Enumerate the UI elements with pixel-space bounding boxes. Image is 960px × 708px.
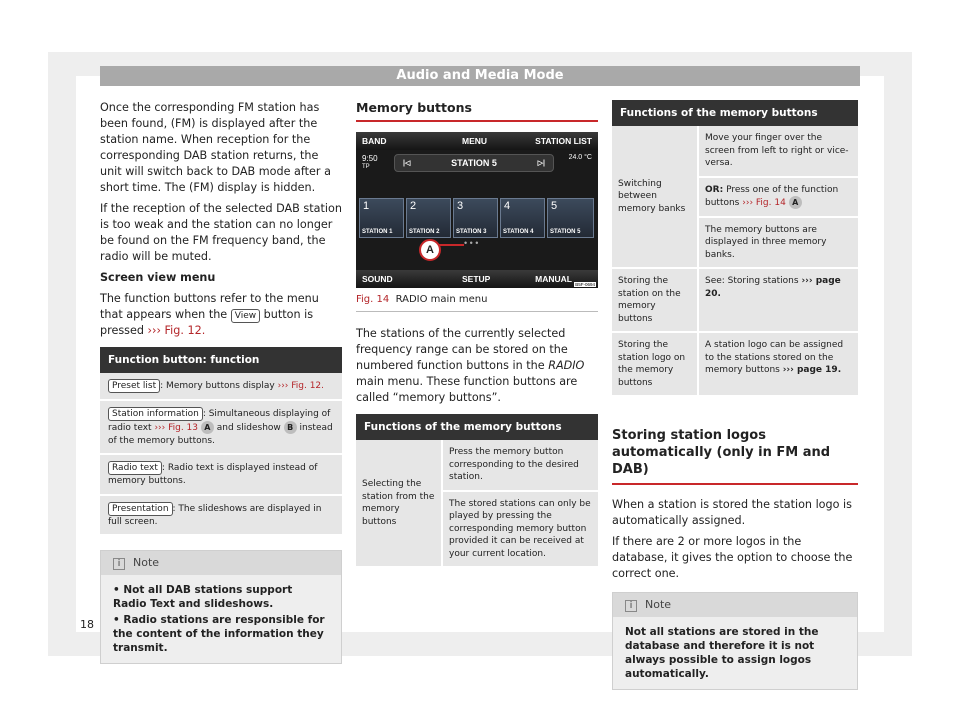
preset-button[interactable]: 2 STATION 2: [406, 198, 451, 238]
table-cell: The memory buttons are displayed in three memory banks.: [698, 217, 858, 269]
station-list-button[interactable]: STATION LIST: [535, 136, 592, 146]
table-header: Function button: function: [100, 347, 342, 373]
setup-button[interactable]: SETUP: [462, 274, 491, 284]
preset-button[interactable]: 1 STATION 1: [359, 198, 404, 238]
paragraph-logo-choice: If there are 2 or more logos in the database, it gives the option to choose the correct one.: [612, 535, 853, 580]
note-box: [100, 550, 342, 664]
table-header: Functions of the memory buttons: [356, 414, 598, 440]
screen-bottom-bar: [356, 270, 598, 288]
table-cell: The stored stations can only be played by pressing the corresponding memory button provided it can be received at your current location.: [442, 491, 598, 568]
sound-button[interactable]: SOUND: [362, 274, 393, 284]
note-box: [612, 592, 858, 690]
function-button-table: [100, 347, 342, 536]
clock: 9:50: [362, 154, 378, 163]
table-cell: Switching between memory banks: [612, 126, 698, 268]
paragraph-logo-stored: When a station is stored the station logo is automatically assigned.: [612, 498, 852, 527]
paragraph-dab-weak: If the reception of the selected DAB station is too weak and the station can no longer be found on the FM frequency band, the radio will be muted.: [100, 202, 342, 263]
section-header: Audio and Media Mode: [100, 66, 860, 86]
table-row: Station information : Simultaneous displaying of radio text ››› Fig. 13 A and slideshow B instead of the memory buttons.: [100, 401, 342, 455]
note-item: • Radio stations are responsible for the content of the information they transmit.: [113, 614, 325, 654]
note-header: i Note: [613, 593, 857, 617]
band-button[interactable]: BAND: [362, 136, 387, 146]
next-icon[interactable]: ▷|: [537, 160, 545, 167]
column-3: [612, 100, 858, 690]
table-cell: Storing the station on the memory buttons: [612, 268, 698, 332]
paragraph-function-buttons: The function buttons refer to the menu that appears when the View button is pressed ››› Fig. 12.: [100, 292, 319, 337]
screen-top-bar: [356, 132, 598, 150]
marker-line: [438, 244, 464, 246]
preset-row: [359, 198, 595, 238]
table-row: Radio text : Radio text is displayed instead of memory buttons.: [100, 455, 342, 496]
note-body: Not all stations are stored in the database and therefore it is not always possible to assign logos automatically.: [625, 626, 819, 680]
prev-icon[interactable]: |◁: [403, 160, 411, 167]
table-cell: Storing the station logo on the memory buttons: [612, 332, 698, 396]
table-cell: Selecting the station from the memory buttons: [356, 440, 442, 567]
memory-functions-table-1: [356, 414, 598, 568]
column-2: [356, 100, 598, 568]
info-icon: i: [625, 600, 637, 612]
fig-reference[interactable]: ››› Fig. 12.: [147, 324, 206, 337]
menu-button[interactable]: MENU: [462, 136, 488, 146]
table-cell: See: Storing stations ››› page 20.: [698, 268, 858, 332]
table-cell: Move your finger over the screen from left to right or vice-versa.: [698, 126, 858, 177]
info-icon: i: [113, 558, 125, 570]
screen-view-heading: Screen view menu: [100, 271, 216, 284]
page-content: [76, 76, 884, 680]
preset-button[interactable]: 3 STATION 3: [453, 198, 498, 238]
paragraph-memory-buttons: The stations of the currently selected frequency range can be stored on the numbered function buttons in the RADIO main menu. These function buttons are called “memory buttons”.: [356, 327, 585, 404]
page-dots: • • •: [464, 238, 479, 248]
storing-logos-title: Storing station logos automatically (only in FM and DAB): [612, 427, 858, 485]
column-1: [100, 100, 342, 664]
page-number: 18: [80, 618, 94, 631]
memory-table: [356, 440, 598, 568]
preset-button[interactable]: 4 STATION 4: [500, 198, 545, 238]
radio-screen-figure: [356, 132, 598, 288]
station-display: [394, 154, 554, 172]
tp-indicator: TP: [362, 164, 370, 170]
table-row: Preset list : Memory buttons display ››› Fig. 12.: [100, 373, 342, 401]
memory-table: [612, 126, 858, 397]
note-item: • Not all DAB stations support Radio Text and slideshows.: [113, 584, 293, 610]
figure-caption: Fig. 14 RADIO main menu: [356, 294, 598, 312]
note-header: i Note: [101, 551, 341, 575]
table-cell: OR: Press one of the function buttons ››› Fig. 14 A: [698, 177, 858, 217]
figure-code: B5F-0694: [575, 282, 595, 287]
memory-buttons-title: Memory buttons: [356, 100, 598, 122]
note-body: [101, 575, 341, 663]
table-cell: A station logo can be assigned to the stations stored on the memory buttons ››› page 19.: [698, 332, 858, 396]
table-header: Functions of the memory buttons: [612, 100, 858, 126]
paragraph-fm: Once the corresponding FM station has been found, (FM) is displayed after the station name. When reception for the corresponding DAB station returns, the unit will switch back to DAB mode after a short time. The (FM) display is hidden.: [100, 101, 331, 194]
table-row: Presentation : The slideshows are displayed in full screen.: [100, 496, 342, 537]
preset-button[interactable]: 5 STATION 5: [547, 198, 594, 238]
table-cell: Press the memory button corresponding to the desired station.: [442, 440, 598, 491]
marker-a: A: [419, 239, 441, 261]
view-button-label: View: [231, 309, 260, 323]
current-station: STATION 5: [451, 158, 497, 168]
memory-functions-table-2: [612, 100, 858, 397]
temperature: 24.0 °C: [568, 154, 592, 161]
manual-button[interactable]: MANUAL: [535, 274, 572, 284]
